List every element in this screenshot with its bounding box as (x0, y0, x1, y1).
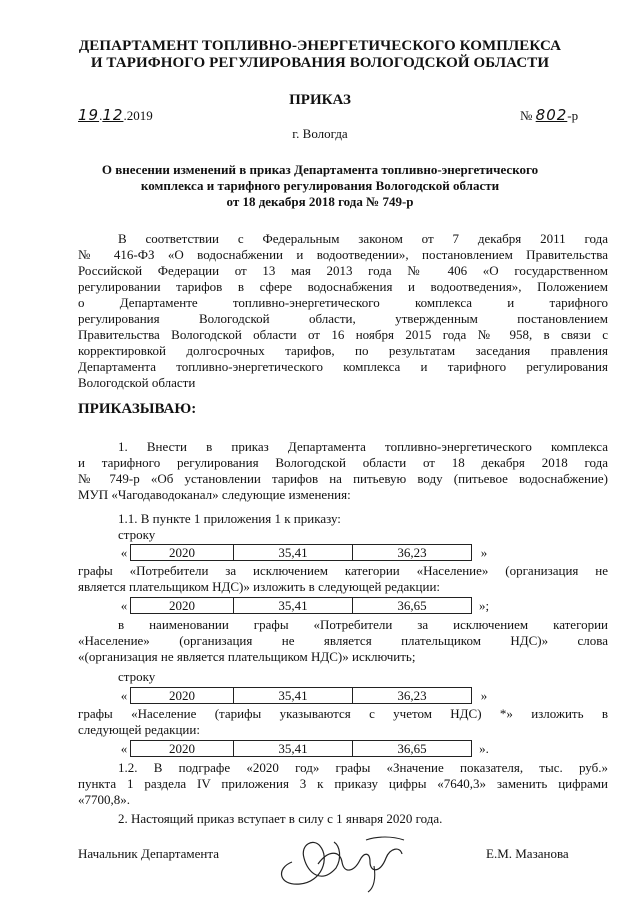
row-word-1: строку (118, 527, 156, 542)
order-number: № 802-р (520, 106, 579, 124)
date-day: 19 (78, 106, 100, 124)
item-1-1: 1.1. В пункте 1 приложения 1 к приказу: (118, 511, 341, 526)
order-city: г. Вологда (292, 126, 348, 141)
table-row-2: « 2020 35,41 36,65 »; (120, 598, 490, 613)
header-line-1: ДЕПАРТАМЕНТ ТОПЛИВНО-ЭНЕРГЕТИЧЕСКОГО КОМПЛЕКСА (78, 38, 562, 54)
table-cell-value: 35,41 (234, 597, 353, 614)
table-cell-value: 36,65 (353, 597, 472, 614)
table-cell-value: 36,23 (353, 544, 472, 561)
item-1-2: 1.2. В подграфе «2020 год» графы «Значение показателя, тыс. руб.» пункта 1 раздела IV приложения 3 к приказу цифры «7640,3» заменить цифрами «7700,8». (78, 760, 608, 807)
text-b: в наименовании графы «Потребители за исключением категории «Население» (организация не является плательщиком НДС)» слова «(организация не является плательщиком НДС)» исключить; (78, 617, 608, 664)
table-row-4: « 2020 35,41 36,65 ». (120, 741, 489, 756)
table-cell-value: 35,41 (234, 544, 353, 561)
order-subject: О внесении изменений в приказ Департамента топливно-энергетического комплекса и тарифного регулирования Вологодской области от 18 декабря 2018 года № 749-р (101, 162, 539, 209)
table-cell-value: 35,41 (234, 740, 353, 757)
date-month: 12 (102, 106, 124, 124)
order-date: 19.12.2019 (78, 106, 153, 124)
table-cell-year: 2020 (130, 687, 234, 704)
table-cell-year: 2020 (130, 597, 234, 614)
table-cell-value: 36,23 (353, 687, 472, 704)
signature-name: Е.М. Мазанова (486, 846, 569, 861)
table-cell-value: 36,65 (353, 740, 472, 757)
item-2: 2. Настоящий приказ вступает в силу с 1 января 2020 года. (118, 811, 443, 826)
signature-icon (270, 828, 410, 894)
date-year: .2019 (123, 108, 153, 123)
row-word-2: строку (118, 669, 156, 684)
header-line-2: И ТАРИФНОГО РЕГУЛИРОВАНИЯ ВОЛОГОДСКОЙ ОБЛАСТИ (90, 55, 550, 71)
number-value: 802 (535, 106, 568, 124)
decree-word: ПРИКАЗЫВАЮ: (78, 401, 197, 417)
table-row-1: « 2020 35,41 36,23 » (120, 545, 488, 560)
table-cell-value: 35,41 (234, 687, 353, 704)
table-cell-year: 2020 (130, 544, 234, 561)
table-row-3: « 2020 35,41 36,23 » (120, 688, 488, 703)
order-title: ПРИКАЗ (289, 92, 351, 108)
text-a: графы «Потребители за исключением категории «Население» (организация не является плательщиком НДС)» изложить в следующей редакции: (78, 563, 608, 594)
item-1-paragraph: 1. Внести в приказ Департамента топливно-энергетического комплекса и тарифного регулирования Вологодской области от 18 декабря 2018 года № 749-р «Об установлении тарифов на питьевую воду (питьевое водоснабжение) МУП «Чагодаводоканал» следующие изменения: (78, 439, 608, 502)
signature-position: Начальник Департамента (78, 846, 219, 861)
table-cell-year: 2020 (130, 740, 234, 757)
preamble-paragraph: В соответствии с Федеральным законом от 7 декабря 2011 года № 416-ФЗ «О водоснабжении и водоотведении», постановлением Правительства Российской Федерации от 13 мая 2013 года № 406 «О государственном регулировании тарифов в сфере водоснабжения и водоотведения», Положением о Департаменте топливно-энергетического комплекса и тарифного регулирования Вологодской области, утвержденным постановлением Правительства Вологодской области от 16 ноября 2015 года № 958, в связи с корректировкой долгосрочных тарифов, по результатам заседания правления Департамента топливно-энергетического комплекса и тарифного регулирования Вологодской области (78, 231, 608, 390)
text-c: графы «Население (тарифы указываются с учетом НДС) *» изложить в следующей редакции: (78, 706, 608, 737)
